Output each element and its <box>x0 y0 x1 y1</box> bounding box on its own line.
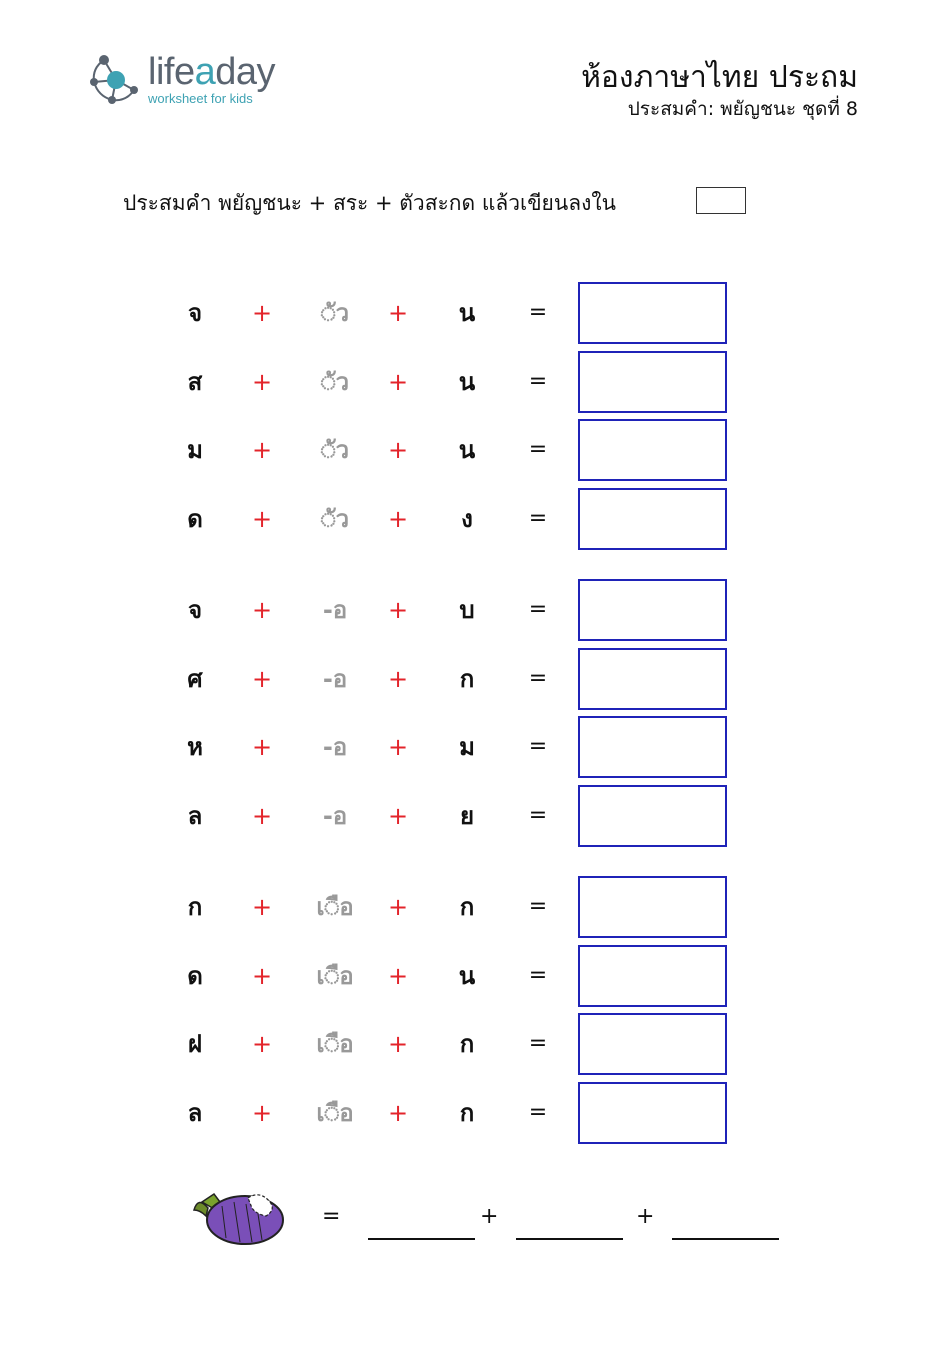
plus-sign: + <box>387 893 409 921</box>
answer-box[interactable] <box>578 716 727 778</box>
worksheet-header <box>581 58 858 122</box>
answer-box[interactable] <box>578 945 727 1007</box>
equals-sign: = <box>528 734 548 759</box>
logo-tagline: worksheet for kids <box>148 91 253 106</box>
final-consonant-letter: ก <box>459 1098 475 1127</box>
vowel-pattern: เ◌ือ <box>316 893 354 921</box>
consonant-letter: ก <box>187 893 203 921</box>
consonant-letter: ล <box>187 1098 203 1127</box>
plus-sign: + <box>387 367 409 396</box>
equals-sign: = <box>528 300 548 325</box>
exercise-row <box>0 648 951 710</box>
consonant-letter: ส <box>187 367 203 396</box>
plus-sign: + <box>251 367 273 396</box>
consonant-letter: ม <box>187 436 203 464</box>
answer-line-vowel[interactable] <box>516 1238 623 1240</box>
plus-sign: + <box>387 664 409 693</box>
consonant-letter: จ <box>187 596 203 624</box>
equals-sign: = <box>528 894 548 919</box>
vowel-pattern: เ◌ือ <box>316 1098 354 1127</box>
final-consonant-letter: ย <box>459 801 475 830</box>
plus-sign: + <box>387 1030 409 1058</box>
final-consonant-letter: น <box>458 299 476 327</box>
answer-line-final[interactable] <box>672 1238 779 1240</box>
plus-sign: + <box>387 1098 409 1127</box>
answer-box[interactable] <box>578 351 727 413</box>
exercise-row <box>0 351 951 413</box>
equals-sign: = <box>528 597 548 622</box>
final-consonant-letter: ม <box>459 733 475 761</box>
exercise-row <box>0 1082 951 1144</box>
equals-sign: = <box>322 1204 341 1229</box>
vowel-pattern: เ◌ือ <box>316 961 354 990</box>
plus-sign: + <box>480 1204 499 1229</box>
vowel-pattern: เ◌ือ <box>316 1030 354 1058</box>
plus-sign: + <box>251 733 273 761</box>
equals-sign: = <box>528 665 548 691</box>
consonant-letter: ด <box>187 504 203 533</box>
vowel-pattern: ◌ัว <box>320 299 350 327</box>
equals-sign: = <box>528 1099 548 1125</box>
plus-sign: + <box>251 436 273 464</box>
plus-sign: + <box>387 596 409 624</box>
plus-sign: + <box>387 961 409 990</box>
exercise-row <box>0 1013 951 1075</box>
plus-sign: + <box>251 664 273 693</box>
exercise-row <box>0 488 951 550</box>
final-consonant-letter: น <box>458 961 476 990</box>
answer-box[interactable] <box>578 282 727 344</box>
exercise-row <box>0 716 951 778</box>
final-consonant-letter: บ <box>459 596 475 624</box>
equals-sign: = <box>528 1031 548 1056</box>
plus-sign: + <box>251 801 273 830</box>
vowel-pattern: ◌ัว <box>320 504 350 533</box>
answer-box[interactable] <box>578 1082 727 1144</box>
plus-sign: + <box>251 893 273 921</box>
vowel-pattern: ◌ัว <box>320 367 350 396</box>
exercise-row <box>0 419 951 481</box>
plus-sign: + <box>387 436 409 464</box>
equals-sign: = <box>528 437 548 462</box>
plus-sign: + <box>251 299 273 327</box>
exercise-row <box>0 282 951 344</box>
final-consonant-letter: ก <box>459 1030 475 1058</box>
answer-box[interactable] <box>578 785 727 847</box>
vowel-pattern: -อ <box>322 664 348 693</box>
vowel-pattern: -อ <box>322 596 348 624</box>
exercise-row <box>0 876 951 938</box>
answer-line-consonant[interactable] <box>368 1238 475 1240</box>
answer-box[interactable] <box>578 488 727 550</box>
final-consonant-letter: น <box>458 436 476 464</box>
equals-sign: = <box>528 962 548 988</box>
final-consonant-letter: ง <box>461 504 473 533</box>
exercise-row <box>0 945 951 1007</box>
plus-sign: + <box>251 1098 273 1127</box>
consonant-letter: ด <box>187 961 203 990</box>
vowel-pattern: ◌ัว <box>320 436 350 464</box>
logo-wordmark: lifeaday <box>148 51 275 93</box>
answer-box[interactable] <box>578 876 727 938</box>
picture-exercise <box>0 1180 951 1260</box>
final-consonant-letter: ก <box>459 664 475 693</box>
exercise-row <box>0 785 951 847</box>
plus-sign: + <box>636 1204 655 1229</box>
final-consonant-letter: น <box>458 367 476 396</box>
equals-sign: = <box>528 368 548 394</box>
equals-sign: = <box>528 802 548 828</box>
lifeaday-logo <box>90 50 300 112</box>
consonant-letter: จ <box>187 299 203 327</box>
consonant-letter: ห <box>187 733 203 761</box>
consonant-letter: ศ <box>187 664 203 693</box>
molecule-logo-icon <box>90 50 146 112</box>
vowel-pattern: -อ <box>322 733 348 761</box>
consonant-letter: ล <box>187 801 203 830</box>
plus-sign: + <box>251 596 273 624</box>
answer-box[interactable] <box>578 1013 727 1075</box>
plus-sign: + <box>387 733 409 761</box>
plus-sign: + <box>387 801 409 830</box>
equals-sign: = <box>528 505 548 531</box>
answer-box[interactable] <box>578 648 727 710</box>
eggplant-icon <box>190 1180 290 1252</box>
vowel-pattern: -อ <box>322 801 348 830</box>
answer-box[interactable] <box>578 419 727 481</box>
plus-sign: + <box>251 961 273 990</box>
plus-sign: + <box>251 504 273 533</box>
worksheet-title: ห้องภาษาไทย ประถม <box>581 60 858 95</box>
answer-box[interactable] <box>578 579 727 641</box>
worksheet-subtitle: ประสมคำ: พยัญชนะ ชุดที่ 8 <box>627 98 858 120</box>
exercise-row <box>0 579 951 641</box>
final-consonant-letter: ก <box>459 893 475 921</box>
instruction-text: ประสมคำ พยัญชนะ + สระ + ตัวสะกด แล้วเขียนลงใน <box>123 191 616 215</box>
instruction-box-sample <box>696 187 746 214</box>
plus-sign: + <box>387 299 409 327</box>
plus-sign: + <box>387 504 409 533</box>
plus-sign: + <box>251 1030 273 1058</box>
consonant-letter: ฝ <box>187 1030 203 1058</box>
